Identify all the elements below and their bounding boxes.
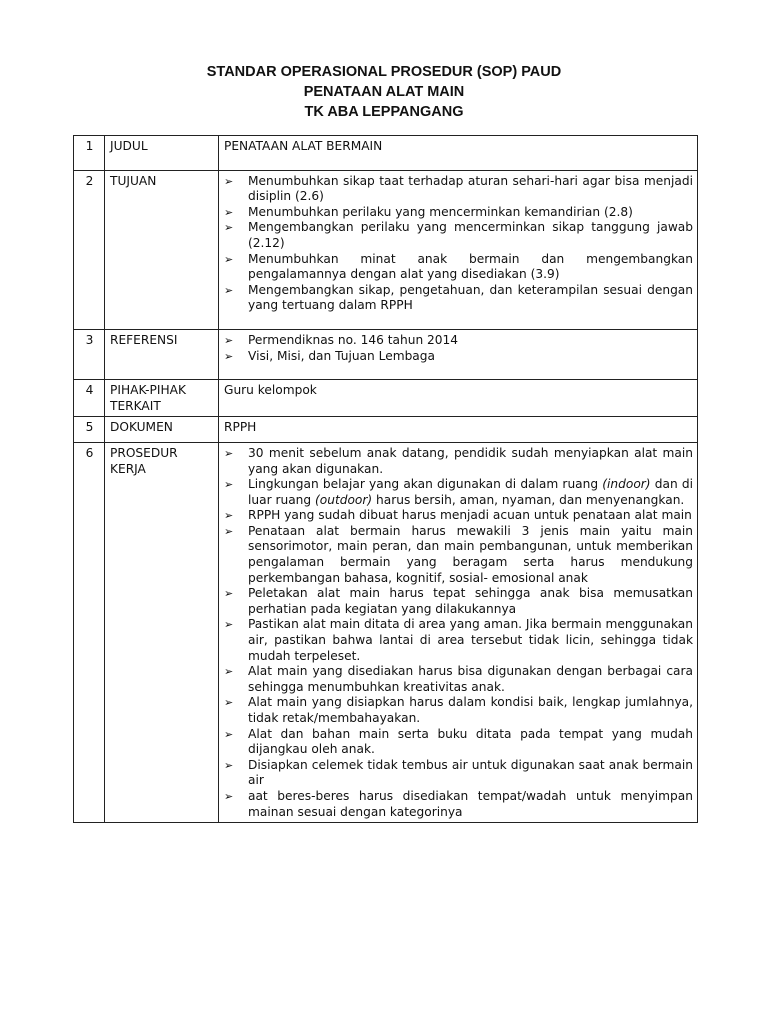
- list-item: ➢ Lingkungan belajar yang akan digunakan di dalam ruang (indoor) dan di luar ruang (outdoor) harus bersih, aman, nyaman, dan menyenangkan.: [224, 477, 693, 507]
- row-number: 6: [74, 442, 105, 822]
- prosedur-list: [224, 446, 693, 820]
- arrow-bullet-icon: ➢: [224, 205, 234, 219]
- list-item: ➢ Alat dan bahan main serta buku ditata pada tempat yang mudah dijangkau oleh anak.: [224, 726, 693, 757]
- document-subtitle: PENATAAN ALAT MAIN: [303, 84, 465, 100]
- list-item: ➢ Penataan alat bermain harus mewakili 3 jenis main yaitu main sensorimotor, main peran, dan main pembangunan, untuk memberikan pengalaman bermain yang beragam serta harus mendukung perkembangan bahasa, kognitif, sosial- emosional anak: [224, 523, 693, 585]
- list-item: ➢ Disiapkan celemek tidak tembus air untuk digunakan saat anak bermain air: [224, 757, 693, 788]
- table-row-dokumen: [74, 417, 698, 443]
- arrow-bullet-icon: ➢: [224, 696, 234, 710]
- row-number: 1: [74, 136, 105, 171]
- arrow-bullet-icon: ➢: [224, 665, 234, 679]
- table-row-judul: [74, 136, 698, 171]
- arrow-bullet-icon: ➢: [224, 174, 234, 188]
- list-item: ➢ 30 menit sebelum anak datang, pendidik sudah menyiapkan alat main yang akan digunakan.: [224, 445, 693, 476]
- list-item: ➢ Mengembangkan perilaku yang mencerminkan sikap tanggung jawab (2.12): [224, 220, 693, 250]
- arrow-bullet-icon: ➢: [224, 333, 234, 347]
- arrow-bullet-icon: ➢: [224, 349, 234, 363]
- document-title: STANDAR OPERASIONAL PROSEDUR (SOP) PAUD: [206, 64, 562, 80]
- arrow-bullet-icon: ➢: [224, 618, 234, 632]
- list-item: ➢ Permendiknas no. 146 tahun 2014: [224, 332, 459, 347]
- row-number: 3: [74, 329, 105, 379]
- row-number: 4: [74, 380, 105, 417]
- list-item: ➢ Menumbuhkan perilaku yang mencerminkan kemandirian (2.8): [224, 204, 633, 219]
- row-label: DOKUMEN: [105, 417, 219, 443]
- judul-value: PENATAAN ALAT BERMAIN: [224, 139, 383, 153]
- sop-table: [73, 135, 698, 823]
- list-item: ➢ RPPH yang sudah dibuat harus menjadi acuan untuk penataan alat main: [224, 508, 692, 523]
- row-value: [219, 170, 698, 329]
- row-value: [219, 329, 698, 379]
- table-row-pihak: [74, 380, 698, 417]
- referensi-list: [224, 333, 693, 364]
- arrow-bullet-icon: ➢: [224, 727, 234, 741]
- arrow-bullet-icon: ➢: [224, 478, 234, 492]
- arrow-bullet-icon: ➢: [224, 446, 234, 460]
- tujuan-list: [224, 174, 693, 314]
- row-value: [219, 417, 698, 443]
- table-row-referensi: [74, 329, 698, 379]
- arrow-bullet-icon: ➢: [224, 587, 234, 601]
- list-item: ➢ Peletakan alat main harus tepat sehingga anak bisa memusatkan perhatian pada kegiatan yang dilakukannya: [224, 586, 693, 616]
- row-label: PIHAK-PIHAK TERKAIT: [105, 380, 219, 417]
- arrow-bullet-icon: ➢: [224, 221, 234, 235]
- list-item: ➢ Menumbuhkan minat anak bermain dan mengembangkan pengalamannya dengan alat yang disediakan (3.9): [224, 251, 693, 282]
- row-value: Guru kelompok: [219, 380, 698, 417]
- table-row-prosedur: [74, 442, 698, 822]
- row-value: [219, 442, 698, 822]
- list-item: ➢ Pastikan alat main ditata di area yang aman. Jika bermain menggunakan air, pastikan bahwa lantai di area tersebut tidak licin, sehingga tidak mudah terpeleset.: [224, 617, 693, 663]
- list-item: ➢ aat beres-beres harus disediakan tempat/wadah untuk menyimpan mainan sesuai dengan kategorinya: [224, 788, 693, 819]
- arrow-bullet-icon: ➢: [224, 252, 234, 266]
- arrow-bullet-icon: ➢: [224, 509, 234, 523]
- arrow-bullet-icon: ➢: [224, 283, 234, 297]
- row-label: REFERENSI: [105, 329, 219, 379]
- list-item: ➢ Visi, Misi, dan Tujuan Lembaga: [224, 348, 435, 363]
- row-label: TUJUAN: [105, 170, 219, 329]
- table-row-tujuan: [74, 170, 698, 329]
- arrow-bullet-icon: ➢: [224, 524, 234, 538]
- document-header: [0, 62, 768, 122]
- row-label: JUDUL: [105, 136, 219, 171]
- list-item: ➢ Menumbuhkan sikap taat terhadap aturan sehari-hari agar bisa menjadi disiplin (2.6): [224, 173, 693, 204]
- list-item: ➢ Alat main yang disiapkan harus dalam kondisi baik, lengkap jumlahnya, tidak retak/membahayakan.: [224, 695, 693, 725]
- row-number: 2: [74, 170, 105, 329]
- arrow-bullet-icon: ➢: [224, 758, 234, 772]
- dokumen-value: RPPH: [224, 420, 257, 435]
- school-name: TK ABA LEPPANGANG: [304, 104, 464, 120]
- row-value: [219, 136, 698, 171]
- arrow-bullet-icon: ➢: [224, 789, 234, 803]
- row-label: PROSEDUR KERJA: [105, 442, 219, 822]
- list-item: ➢ Mengembangkan sikap, pengetahuan, dan keterampilan sesuai dengan yang tertuang dalam RPPH: [224, 282, 693, 313]
- list-item: ➢ Alat main yang disediakan harus bisa digunakan dengan berbagai cara sehingga menumbuhkan kreativitas anak.: [224, 664, 693, 694]
- row-number: 5: [74, 417, 105, 443]
